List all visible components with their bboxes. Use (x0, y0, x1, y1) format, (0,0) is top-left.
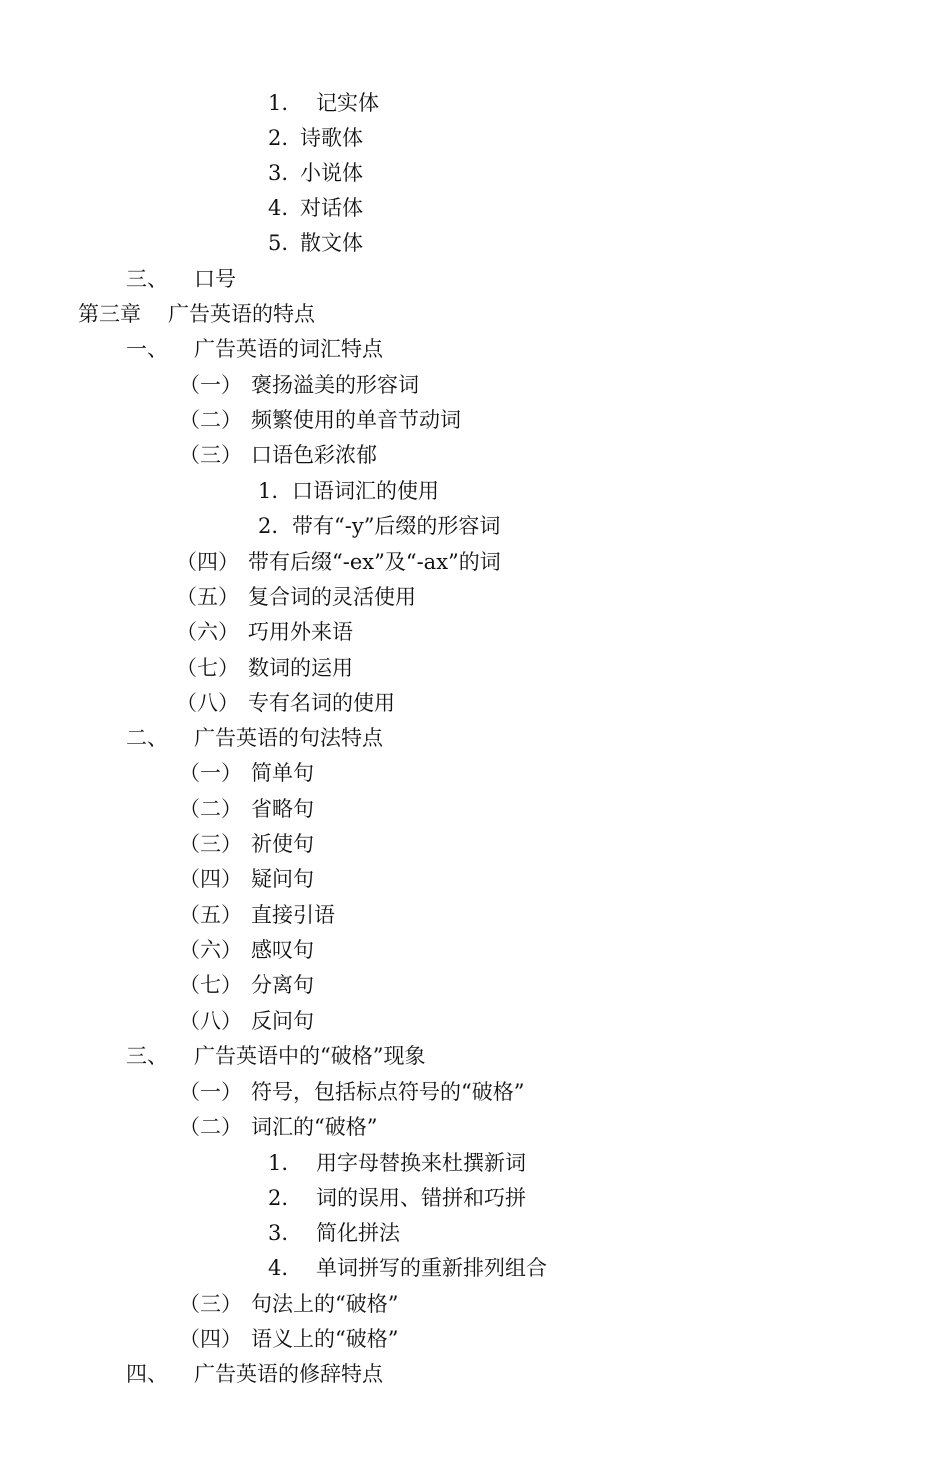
item-text: 口语色彩浓郁 (251, 443, 377, 467)
item-number: （四） (176, 550, 239, 574)
outline-line (179, 968, 314, 1003)
item-text: 反问句 (251, 1009, 314, 1033)
item-number: （五） (176, 585, 239, 609)
item-number: （六） (176, 620, 239, 644)
outline-line (179, 898, 335, 933)
item-text: 数词的运用 (248, 656, 353, 680)
item-text: 对话体 (300, 196, 363, 220)
item-number: （七） (176, 656, 239, 680)
item-text: 符号，包括标点符号的“破格” (251, 1080, 525, 1104)
item-number: 1. (268, 1151, 289, 1175)
outline-line (176, 580, 416, 615)
outline-line (179, 827, 314, 862)
item-number: （六） (179, 938, 242, 962)
outline-line (268, 1181, 526, 1216)
outline-line (268, 1146, 526, 1181)
chapter-title: 广告英语的特点 (168, 302, 315, 326)
item-number: 四、 (126, 1362, 168, 1386)
item-text: 诗歌体 (300, 126, 363, 150)
item-text: 广告英语中的“破格”现象 (194, 1044, 426, 1068)
item-number: （二） (179, 408, 242, 432)
outline-line (268, 86, 379, 121)
item-number: 三、 (126, 1044, 168, 1068)
item-text: 句法上的“破格” (251, 1292, 399, 1316)
item-number: （三） (179, 1292, 242, 1316)
item-number: 一、 (126, 337, 168, 361)
item-text: 用字母替换来杜撰新词 (316, 1151, 526, 1175)
item-text: 小说体 (300, 161, 363, 185)
item-number: （三） (179, 443, 242, 467)
item-text: 巧用外来语 (248, 620, 353, 644)
item-number: 三、 (126, 267, 168, 291)
outline-line (268, 191, 363, 226)
item-number: 3. (268, 161, 289, 185)
item-text: 专有名词的使用 (248, 691, 395, 715)
item-text: 分离句 (251, 973, 314, 997)
outline-line (126, 332, 383, 367)
item-text: 口语词汇的使用 (292, 479, 439, 503)
item-number: 1. (268, 91, 289, 115)
item-number: 二、 (126, 726, 168, 750)
item-number: （二） (179, 797, 242, 821)
outline-line (176, 651, 353, 686)
outline-line (268, 121, 363, 156)
outline-line (179, 1322, 398, 1357)
outline-line (176, 545, 501, 580)
outline-line (176, 615, 353, 650)
item-text: 词的误用、错拼和巧拼 (316, 1186, 526, 1210)
item-text: 散文体 (300, 231, 363, 255)
item-number: （一） (179, 373, 242, 397)
item-text: 语义上的“破格” (251, 1327, 399, 1351)
item-text: 广告英语的词汇特点 (194, 337, 383, 361)
outline-line (179, 792, 314, 827)
item-number: 1. (258, 479, 279, 503)
item-text: 单词拼写的重新排列组合 (316, 1256, 547, 1280)
outline-line (126, 262, 236, 297)
outline-line (179, 368, 419, 403)
item-number: （四） (179, 867, 242, 891)
outline-line (179, 1075, 524, 1110)
item-number: 2. (258, 514, 279, 538)
item-number: 2. (268, 126, 289, 150)
item-number: （一） (179, 761, 242, 785)
item-text: 直接引语 (251, 903, 335, 927)
item-text: 简单句 (251, 761, 314, 785)
outline-line (126, 721, 383, 756)
item-number: 5. (268, 231, 289, 255)
item-text: 祈使句 (251, 832, 314, 856)
item-text: 简化拼法 (316, 1221, 400, 1245)
item-text: 省略句 (251, 797, 314, 821)
item-text: 口号 (194, 267, 236, 291)
item-text: 复合词的灵活使用 (248, 585, 416, 609)
item-number: （七） (179, 973, 242, 997)
item-number: 4. (268, 196, 289, 220)
item-number: 3. (268, 1221, 289, 1245)
outline-line (176, 686, 395, 721)
chapter-number: 第三章 (78, 302, 141, 326)
item-text: 广告英语的句法特点 (194, 726, 383, 750)
outline-line (179, 756, 314, 791)
item-number: 4. (268, 1256, 289, 1280)
outline-line (126, 1357, 383, 1392)
item-text: 带有后缀“-ex”及“-ax”的词 (248, 550, 501, 574)
outline-line (268, 1216, 400, 1251)
outline-line (179, 862, 314, 897)
item-number: （八） (179, 1009, 242, 1033)
outline-line (258, 509, 500, 544)
item-number: （四） (179, 1327, 242, 1351)
outline-line (126, 1039, 425, 1074)
item-text: 褒扬溢美的形容词 (251, 373, 419, 397)
item-text: 频繁使用的单音节动词 (251, 408, 461, 432)
item-number: （三） (179, 832, 242, 856)
item-text: 词汇的“破格” (251, 1115, 378, 1139)
item-text: 记实体 (316, 91, 379, 115)
outline-line (268, 156, 363, 191)
item-number: （二） (179, 1115, 242, 1139)
item-text: 疑问句 (251, 867, 314, 891)
outline-line (179, 438, 377, 473)
item-number: 2. (268, 1186, 289, 1210)
outline-line (179, 1287, 398, 1322)
item-number: （八） (176, 691, 239, 715)
chapter-heading (78, 297, 315, 332)
outline-line (268, 226, 363, 261)
item-number: （五） (179, 903, 242, 927)
item-number: （一） (179, 1080, 242, 1104)
outline-line (179, 403, 461, 438)
outline-line (179, 933, 314, 968)
outline-line (179, 1004, 314, 1039)
item-text: 带有“-y”后缀的形容词 (292, 514, 501, 538)
item-text: 感叹句 (251, 938, 314, 962)
outline-line (179, 1110, 377, 1145)
outline-line (258, 474, 439, 509)
outline-line (268, 1251, 547, 1286)
item-text: 广告英语的修辞特点 (194, 1362, 383, 1386)
